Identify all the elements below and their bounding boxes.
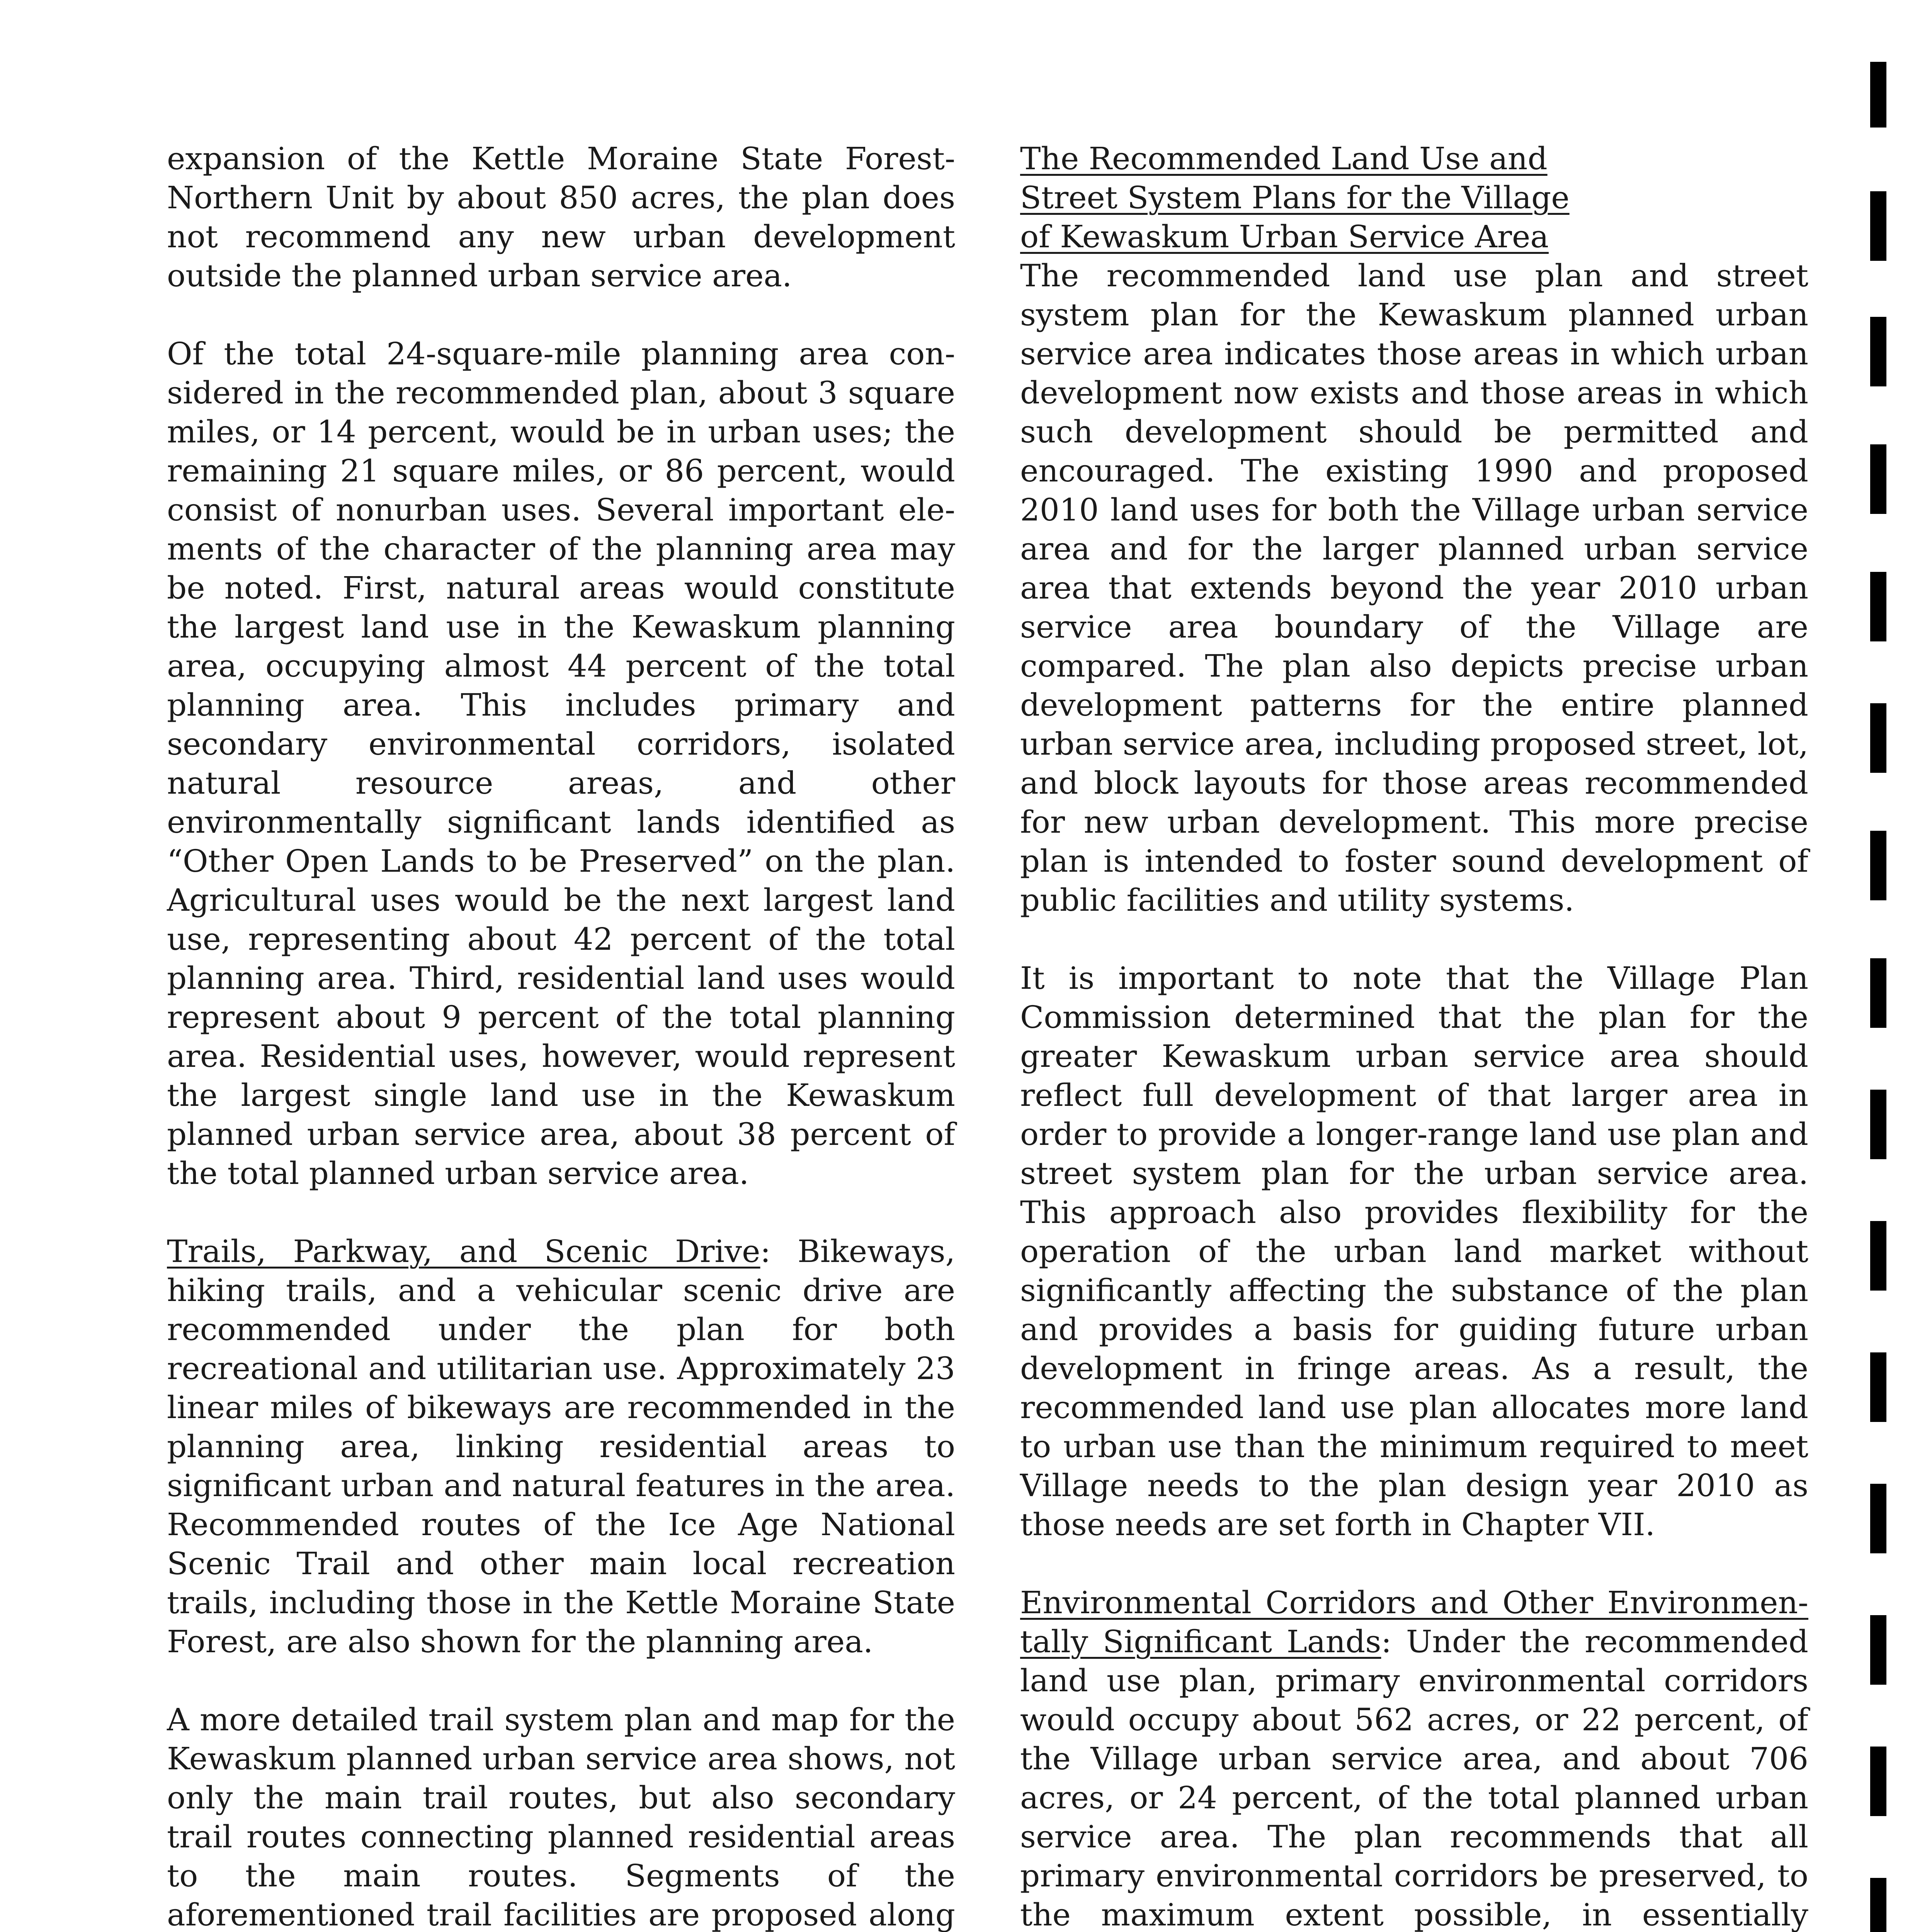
margin-tab-14 <box>1870 1747 1886 1816</box>
left-column <box>167 139 955 1932</box>
margin-tab-1 <box>1870 62 1886 128</box>
trails-section-text: : Bikeways, hiking trails, and a vehicular scenic drive are recommended under the plan for both recreational and utilitarian use. Approximately 23 linear miles of bikeways are recommended in the planning area, linking residential areas to significant urban and natural features in the area. Recommended routes of the Ice Age National Scenic Trail and other main local recreation trails, including those in the Kettle Moraine State Forest, are also shown for the planning area. <box>167 1233 955 1660</box>
margin-tab-10 <box>1870 1221 1886 1291</box>
environmental-corridors-heading: Environmental Corridors and Other Environmentally Significant Lands <box>1020 1585 1808 1660</box>
margin-tab-12 <box>1870 1484 1886 1553</box>
section-heading-line-3: of Kewaskum Urban Service Area <box>1020 219 1549 255</box>
environmental-corridors-text: : Under the recommended land use plan, primary environmental corridors would occupy about 562 acres, or 22 percent, of the Village urban service area, and about 706 acres, or 24 percent, of the total planned urban service area. The plan recommends that all primary environmental corridors be preserved, to the maximum extent possible, in essentially <box>1020 1624 1808 1932</box>
margin-tab-3 <box>1870 317 1886 386</box>
left-paragraph-1: expansion of the Kettle Moraine State Forest-Northern Unit by about 850 acres, the plan does not recommend any new urban development outside the planned urban service area. <box>167 141 955 294</box>
margin-tab-15 <box>1870 1878 1886 1932</box>
right-paragraph-2: It is important to note that the Village Plan Commission determined that the plan for the greater Kewaskum urban service area should reflect full development of that larger area in order to provide a longer-range land use plan and street system plan for the urban service area. This approach also provides flexibility for the operation of the urban land market without significantly affecting the substance of the plan and provides a basis for guiding future urban development in fringe areas. As a result, the recommended land use plan allocates more land to urban use than the minimum required to meet Village needs to the plan design year 2010 as those needs are set forth in Chapter VII. <box>1020 960 1808 1543</box>
section-heading-line-1: The Recommended Land Use and <box>1020 141 1548 177</box>
margin-tab-7 <box>1870 831 1886 900</box>
section-heading-line-2: Street System Plans for the Village <box>1020 180 1570 216</box>
margin-tab-8 <box>1870 958 1886 1028</box>
trails-section-heading: Trails, Parkway, and Scenic Drive <box>167 1233 760 1269</box>
margin-tab-11 <box>1870 1352 1886 1422</box>
margin-tab-4 <box>1870 444 1886 514</box>
margin-tab-9 <box>1870 1090 1886 1159</box>
left-paragraph-3 <box>167 1232 955 1661</box>
right-column <box>1020 139 1808 1932</box>
right-paragraph-3 <box>1020 1583 1808 1932</box>
left-paragraph-4: A more detailed trail system plan and map for the Kewaskum planned urban service area shows, not only the main trail routes, but also secondary trail routes connecting planned residential areas to the main routes. Segments of the aforementioned trail facilities are proposed along <box>167 1702 955 1932</box>
margin-tab-6 <box>1870 703 1886 773</box>
land-use-section <box>1020 139 1808 920</box>
margin-tab-13 <box>1870 1615 1886 1685</box>
right-paragraph-1: The recommended land use plan and street system plan for the Kewaskum planned urban service area indicates those areas in which urban development now exists and those areas in which such development should be permitted and encouraged. The existing 1990 and proposed 2010 land uses for both the Village urban service area and for the larger planned urban service area that extends beyond the year 2010 urban service area boundary of the Village are compared. The plan also depicts precise urban development patterns for the entire planned urban service area, including proposed street, lot, and block layouts for those areas recommended for new urban development. This more precise plan is intended to foster sound development of public facilities and utility systems. <box>1020 258 1808 918</box>
margin-tab-2 <box>1870 191 1886 261</box>
margin-tab-5 <box>1870 572 1886 641</box>
left-paragraph-2: Of the total 24-square-mile planning area considered in the recommended plan, about 3 square miles, or 14 percent, would be in urban uses; the remaining 21 square miles, or 86 percent, would consist of nonurban uses. Several important elements of the character of the planning area may be noted. First, natural areas would constitute the largest land use in the Kewaskum planning area, occupying almost 44 percent of the total planning area. This includes primary and secondary environmental corridors, isolated natural resource areas, and other environmentally significant lands identified as “Other Open Lands to be Preserved” on the plan. Agricultural uses would be the next largest land use, representing about 42 percent of the total planning area. Third, residential land uses would represent about 9 percent of the total planning area. Residential uses, however, would represent the largest single land use in the Kewaskum planned urban service area, about 38 percent of the total planned urban service area. <box>167 336 955 1191</box>
